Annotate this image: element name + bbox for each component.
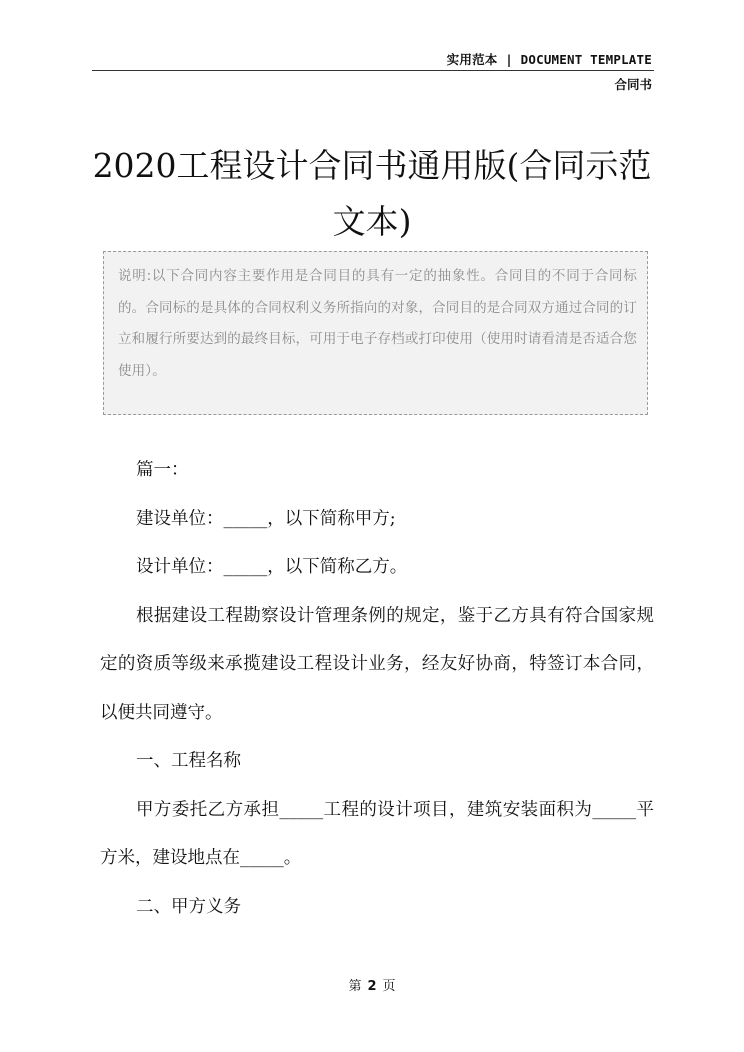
header-category-label: 合同书 (614, 77, 652, 92)
header-divider (92, 70, 654, 71)
section-label: 篇一： (136, 460, 189, 480)
page-number: 2 (367, 979, 377, 994)
header-template-label: 实用范本 | DOCUMENT TEMPLATE (446, 52, 652, 67)
clause-heading-party-a-duties: 二、甲方义务 (136, 896, 241, 917)
notice-box: 说明:以下合同内容主要作用是合同目的具有一定的抽象性。合同目的不同于合同标的。合同标的是具体的合同权利义务所指向的对象，合同目的是合同双方通过合同的订立和履行所要达到的最终目标，可用于电子存档或打印使用（使用时请看清是否适合您使用）。 (103, 251, 648, 415)
party-b-line: 设计单位：_____，以下简称乙方。 (136, 557, 408, 577)
document-title: 2020工程设计合同书通用版(合同示范文本) (92, 146, 652, 241)
footer-prefix: 第 (348, 979, 362, 994)
footer-suffix: 页 (382, 979, 396, 994)
party-a-line: 建设单位：_____，以下简称甲方; (136, 508, 396, 529)
preamble-paragraph: 根据建设工程勘察设计管理条例的规定，鉴于乙方具有符合国家规定的资质等级来承揽建设工程设计业务，经友好协商，特签订本合同，以便共同遵守。 (100, 605, 654, 723)
clause-heading-project-name: 一、工程名称 (136, 751, 241, 771)
clause-body-project-name: 甲方委托乙方承担_____工程的设计项目，建筑安装面积为_____平方米，建设地点在_____。 (100, 799, 654, 868)
document-body (100, 446, 654, 931)
page-footer (0, 975, 744, 994)
